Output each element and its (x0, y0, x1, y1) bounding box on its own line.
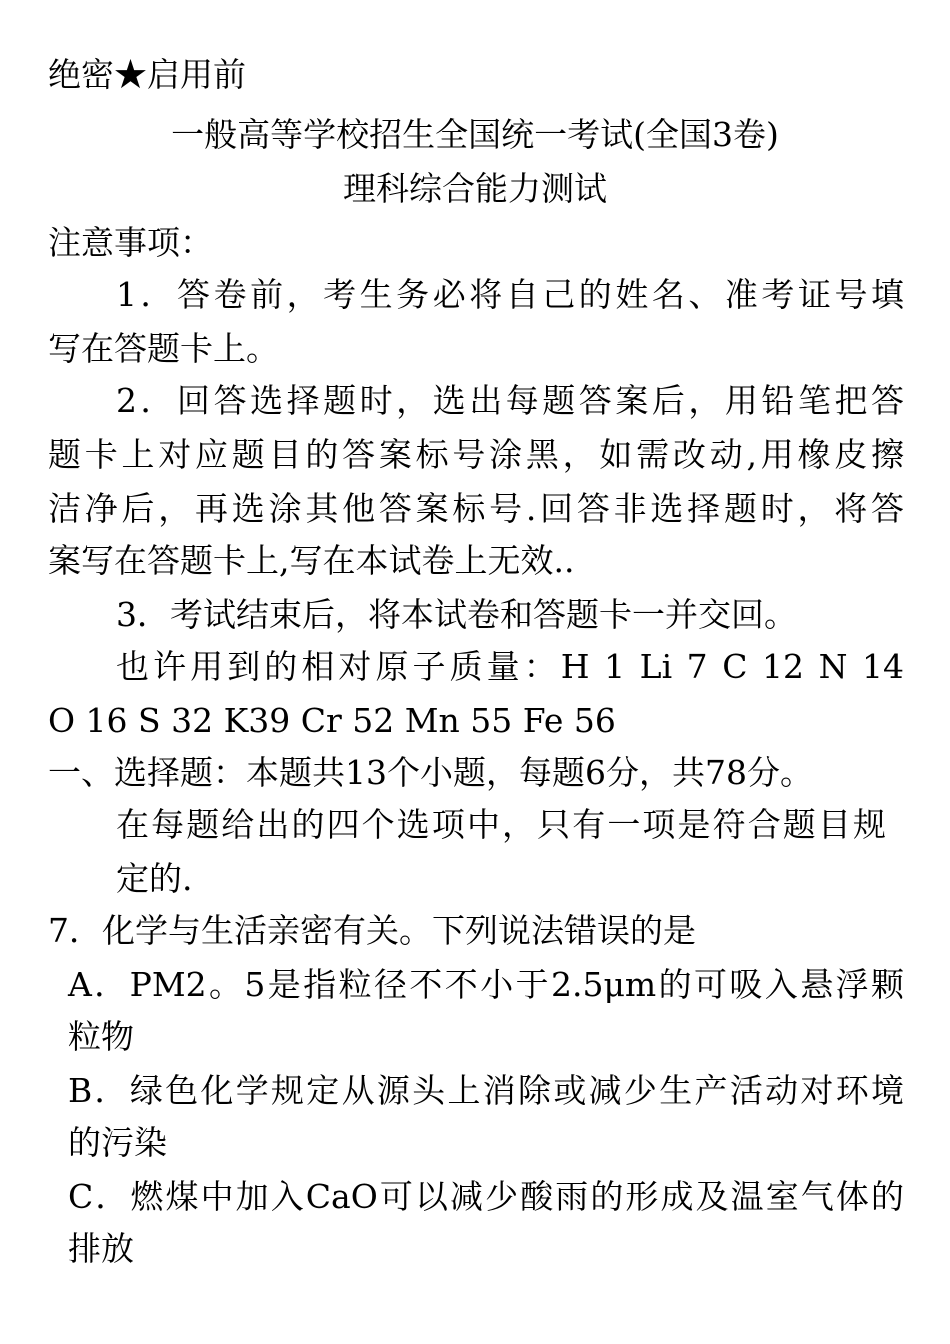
note-item-2-cont: 题卡上对应题目的答案标号涂黑，如需改动,用橡皮擦 (48, 435, 904, 474)
note-item-2-cont: 案写在答题卡上,写在本试卷上无效.. (48, 541, 575, 580)
section-description: 在每题给出的四个选项中，只有一项是符合题目规 (116, 805, 886, 844)
note-item-2: 2．回答选择题时，选出每题答案后，用铅笔把答 (116, 381, 904, 420)
option-a-cont: 粒物 (68, 1017, 134, 1056)
exam-subtitle: 理科综合能力测试 (343, 169, 607, 208)
exam-title: 一般高等学校招生全国统一考试(全国3卷) (171, 115, 779, 154)
option-c: C．燃煤中加入CaO可以减少酸雨的形成及温室气体的 (68, 1177, 904, 1216)
note-item-1: 1．答卷前，考生务必将自己的姓名、准考证号填 (116, 275, 904, 314)
section-description-cont: 定的. (116, 859, 193, 898)
note-item-1-cont: 写在答题卡上。 (48, 329, 279, 368)
section-heading: 一、选择题：本题共13个小题，每题6分，共78分。 (48, 753, 813, 792)
secret-mark: 绝密★启用前 (48, 55, 246, 94)
note-item-3: 3．考试结束后，将本试卷和答题卡一并交回。 (116, 595, 797, 634)
note-item-2-cont: 洁净后，再选涂其他答案标号.回答非选择题时，将答 (48, 489, 904, 528)
option-b-cont: 的污染 (68, 1123, 167, 1162)
option-b: B．绿色化学规定从源头上消除或减少生产活动对环境 (68, 1071, 904, 1110)
atomic-mass-line-cont: O 16 S 32 K39 Cr 52 Mn 55 Fe 56 (48, 701, 616, 740)
notes-heading: 注意事项： (48, 223, 213, 262)
option-a: A．PM2。5是指粒径不不小于2.5μm的可吸入悬浮颗 (68, 965, 904, 1004)
question-7-stem: 7．化学与生活亲密有关。下列说法错误的是 (48, 911, 696, 950)
atomic-mass-line: 也许用到的相对原子质量：H 1 Li 7 C 12 N 14 (116, 647, 904, 686)
option-c-cont: 排放 (68, 1229, 134, 1268)
